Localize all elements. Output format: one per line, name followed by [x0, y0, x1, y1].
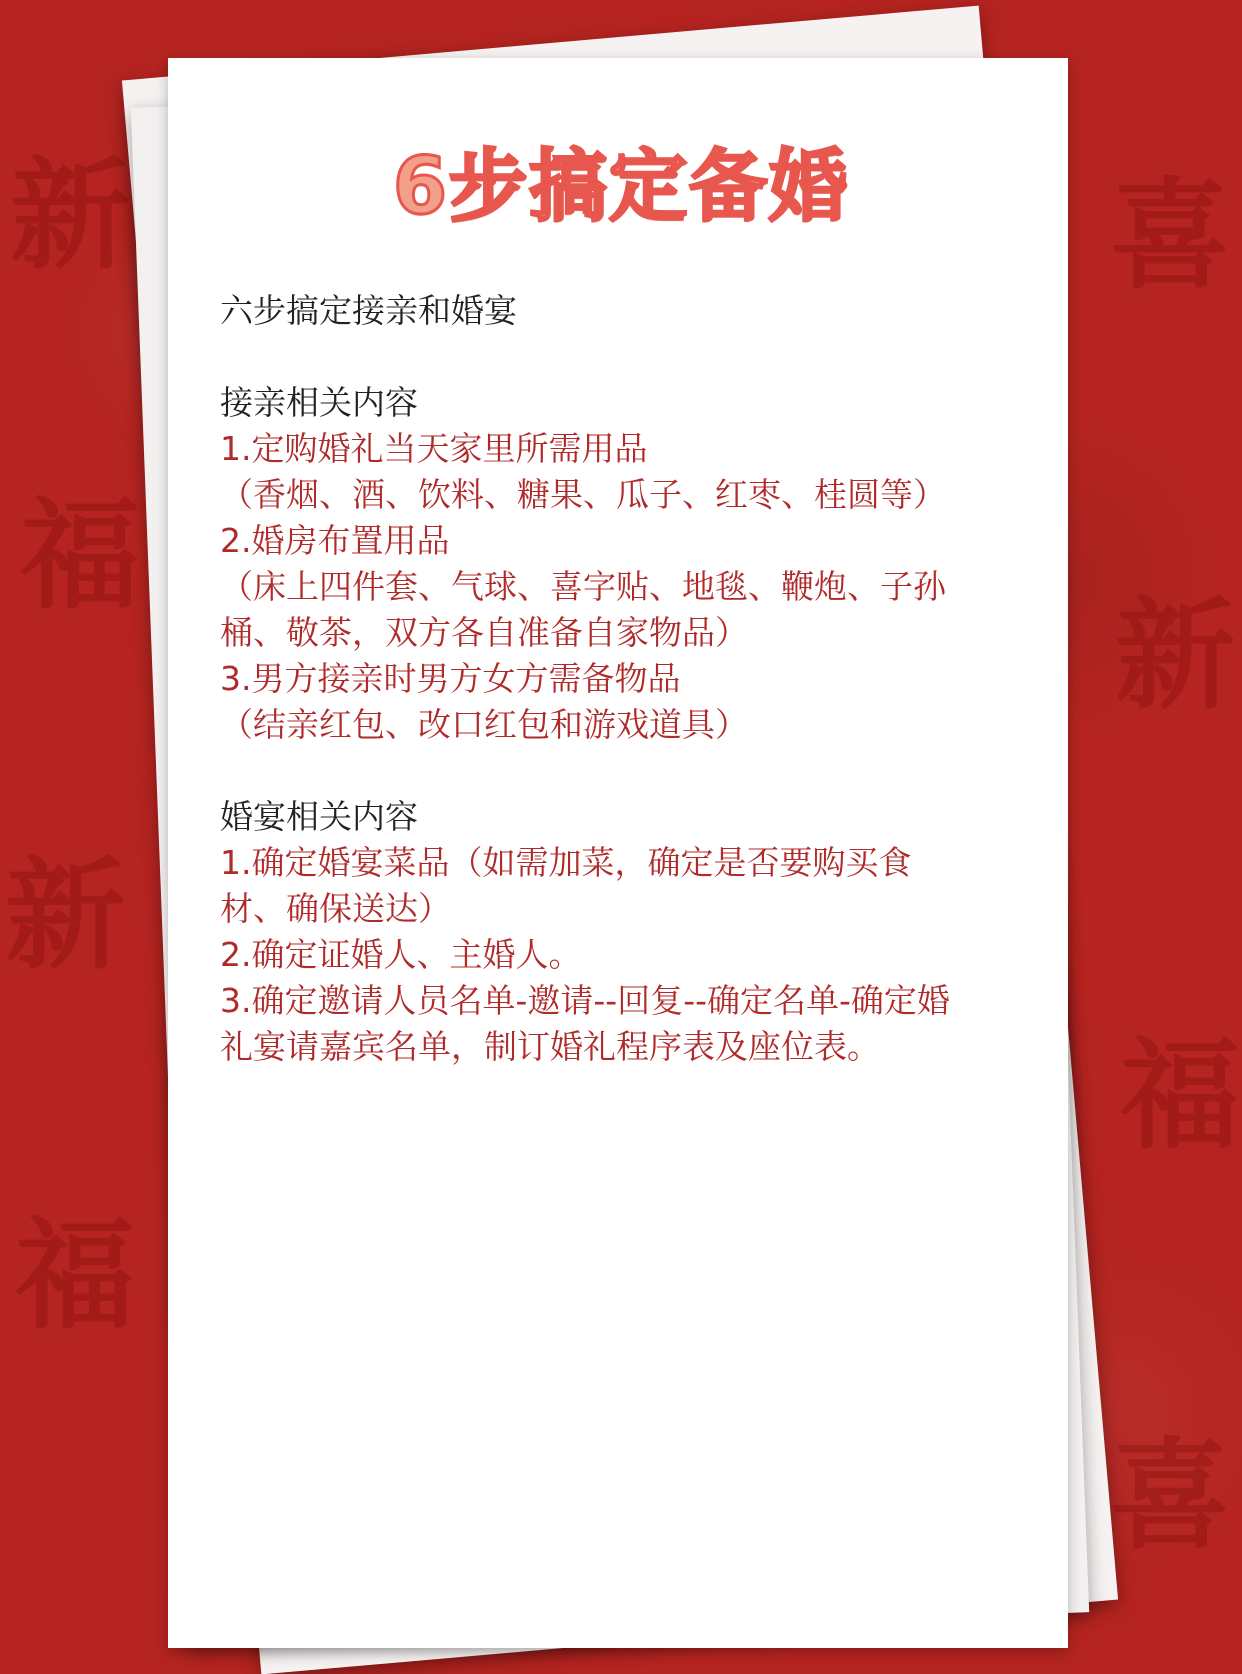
banquet-line: 礼宴请嘉宾名单，制订婚礼程序表及座位表。 [220, 1027, 880, 1066]
content-body [220, 288, 1020, 1070]
section-heading-pickup: 接亲相关内容 [220, 383, 418, 422]
background-pattern-glyph: 新 [10, 147, 130, 286]
banquet-line: 1.确定婚宴菜品（如需加菜，确定是否要购买食 [220, 843, 912, 882]
banquet-line: 材、确保送达） [220, 889, 451, 928]
background-pattern-glyph: 喜 [1110, 1427, 1230, 1566]
pickup-line: 桶、敬茶，双方各自准备自家物品） [220, 613, 748, 652]
pickup-line: 2.婚房布置用品 [220, 521, 450, 560]
spacer [220, 334, 1020, 380]
background-pattern-glyph: 新 [1115, 587, 1235, 726]
background-pattern-glyph: 福 [1120, 1027, 1240, 1166]
banquet-line: 3.确定邀请人员名单-邀请--回复--确定名单-确定婚 [220, 981, 950, 1020]
pickup-line: 1.定购婚礼当天家里所需用品 [220, 429, 648, 468]
spacer [220, 748, 1020, 794]
intro-text: 六步搞定接亲和婚宴 [220, 291, 517, 330]
background-pattern-glyph: 福 [20, 487, 140, 626]
pickup-line: （床上四件套、气球、喜字贴、地毯、鞭炮、子孙 [220, 567, 946, 606]
background-pattern-glyph: 喜 [1110, 167, 1230, 306]
banquet-line: 2.确定证婚人、主婚人。 [220, 935, 582, 974]
section-heading-banquet: 婚宴相关内容 [220, 797, 418, 836]
pickup-line: （结亲红包、改口红包和游戏道具） [220, 705, 748, 744]
background-pattern-glyph: 福 [15, 1207, 135, 1346]
pickup-line: 3.男方接亲时男方女方需备物品 [220, 659, 681, 698]
page-title: 6步搞定备婚 [392, 142, 850, 232]
background-pattern-glyph: 新 [5, 847, 125, 986]
pickup-line: （香烟、酒、饮料、糖果、瓜子、红枣、桂圆等） [220, 475, 946, 514]
